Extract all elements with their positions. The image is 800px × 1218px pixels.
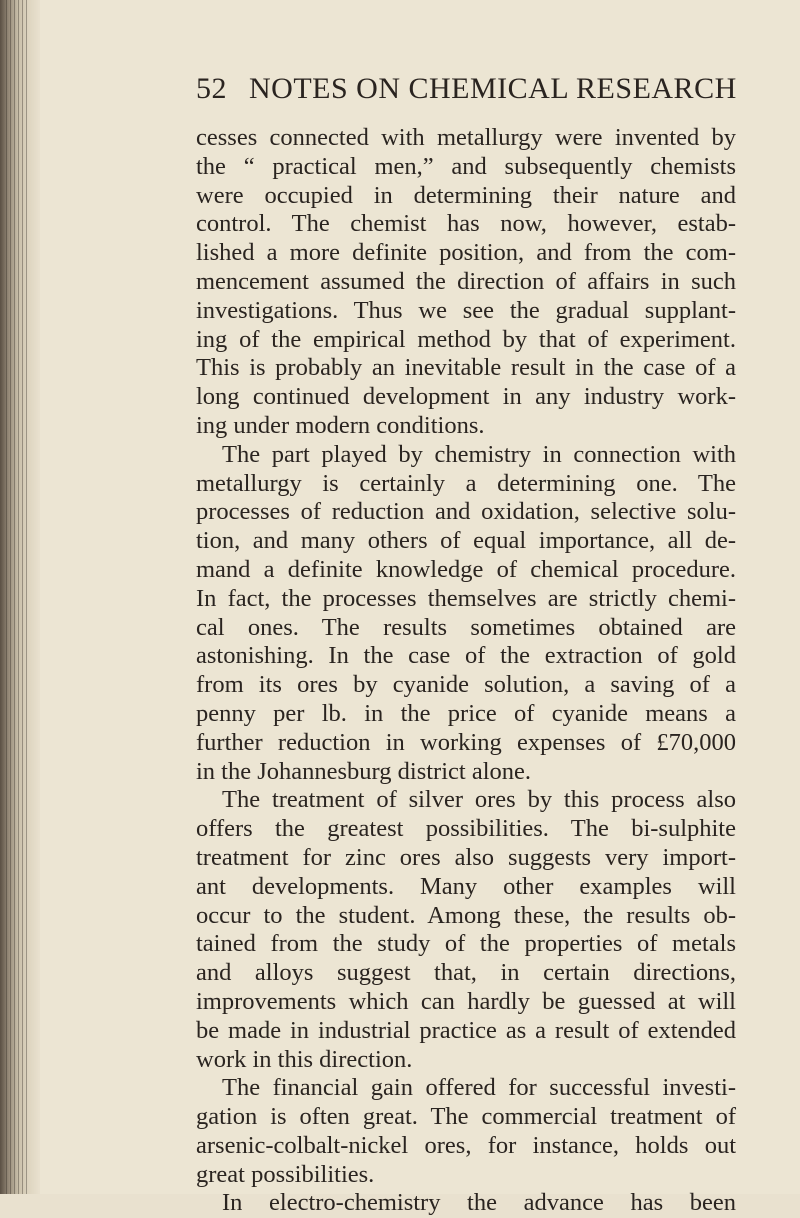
text-line: treatment for zinc ores also suggests very import- [196, 843, 736, 871]
text-line: The part played by chemistry in connection with [222, 440, 736, 468]
text-line: great possibilities. [196, 1160, 375, 1188]
text-line: mencement assumed the direction of affairs in such [196, 267, 736, 295]
text-line: mand a definite knowledge of chemical procedure. [196, 555, 736, 583]
text-line: cal ones. The results sometimes obtained are [196, 613, 736, 641]
text-line: penny per lb. in the price of cyanide means a [196, 699, 736, 727]
body-text [196, 124, 736, 1218]
text-line: In electro-chemistry the advance has been [222, 1189, 736, 1217]
text-line: control. The chemist has now, however, estab- [196, 210, 736, 238]
page-number: 52 [196, 72, 227, 105]
binding-edge [6, 0, 28, 1194]
text-line: were occupied in determining their nature and [196, 181, 736, 209]
text-line: further reduction in working expenses of £70,000 [196, 728, 736, 756]
text-line: the “ practical men,” and subsequently chemists [196, 152, 736, 180]
text-line: lished a more definite position, and from the com- [196, 239, 736, 267]
text-line: ing of the empirical method by that of experiment. [196, 325, 736, 353]
text-line: cesses connected with metallurgy were invented by [196, 124, 736, 151]
text-line: investigations. Thus we see the gradual supplant- [196, 296, 736, 324]
text-line: astonishing. In the case of the extraction of gold [196, 642, 736, 670]
text-line: processes of reduction and oxidation, selective solu- [196, 498, 736, 526]
text-line: ing under modern conditions. [196, 411, 485, 439]
text-line: metallurgy is certainly a determining one. The [196, 469, 736, 497]
running-title: NOTES ON CHEMICAL RESEARCH [249, 72, 737, 105]
text-line: in the Johannesburg district alone. [196, 757, 531, 785]
text-line: tion, and many others of equal importance, all de- [196, 527, 736, 555]
text-line: tained from the study of the properties of metals [196, 930, 736, 958]
text-line: and alloys suggest that, in certain directions, [196, 959, 736, 987]
text-line: In fact, the processes themselves are strictly chemi- [196, 584, 736, 612]
text-line: occur to the student. Among these, the results ob- [196, 901, 736, 929]
text-line: The treatment of silver ores by this process also [222, 786, 736, 814]
text-line: The financial gain offered for successful investi- [222, 1074, 736, 1102]
text-line: improvements which can hardly be guessed at will [196, 987, 736, 1015]
text-line: ant developments. Many other examples will [196, 872, 736, 900]
text-line: offers the greatest possibilities. The bi-sulphite [196, 815, 736, 843]
text-line: long continued development in any industry work- [196, 383, 736, 411]
text-line: from its ores by cyanide solution, a saving of a [196, 671, 736, 699]
text-line: This is probably an inevitable result in the case of a [196, 354, 736, 382]
running-head [196, 72, 736, 112]
text-line: be made in industrial practice as a result of extended [196, 1016, 736, 1044]
text-line: gation is often great. The commercial treatment of [196, 1103, 736, 1131]
text-line: work in this direction. [196, 1045, 413, 1073]
text-line: arsenic-colbalt-nickel ores, for instance, holds out [196, 1131, 736, 1159]
